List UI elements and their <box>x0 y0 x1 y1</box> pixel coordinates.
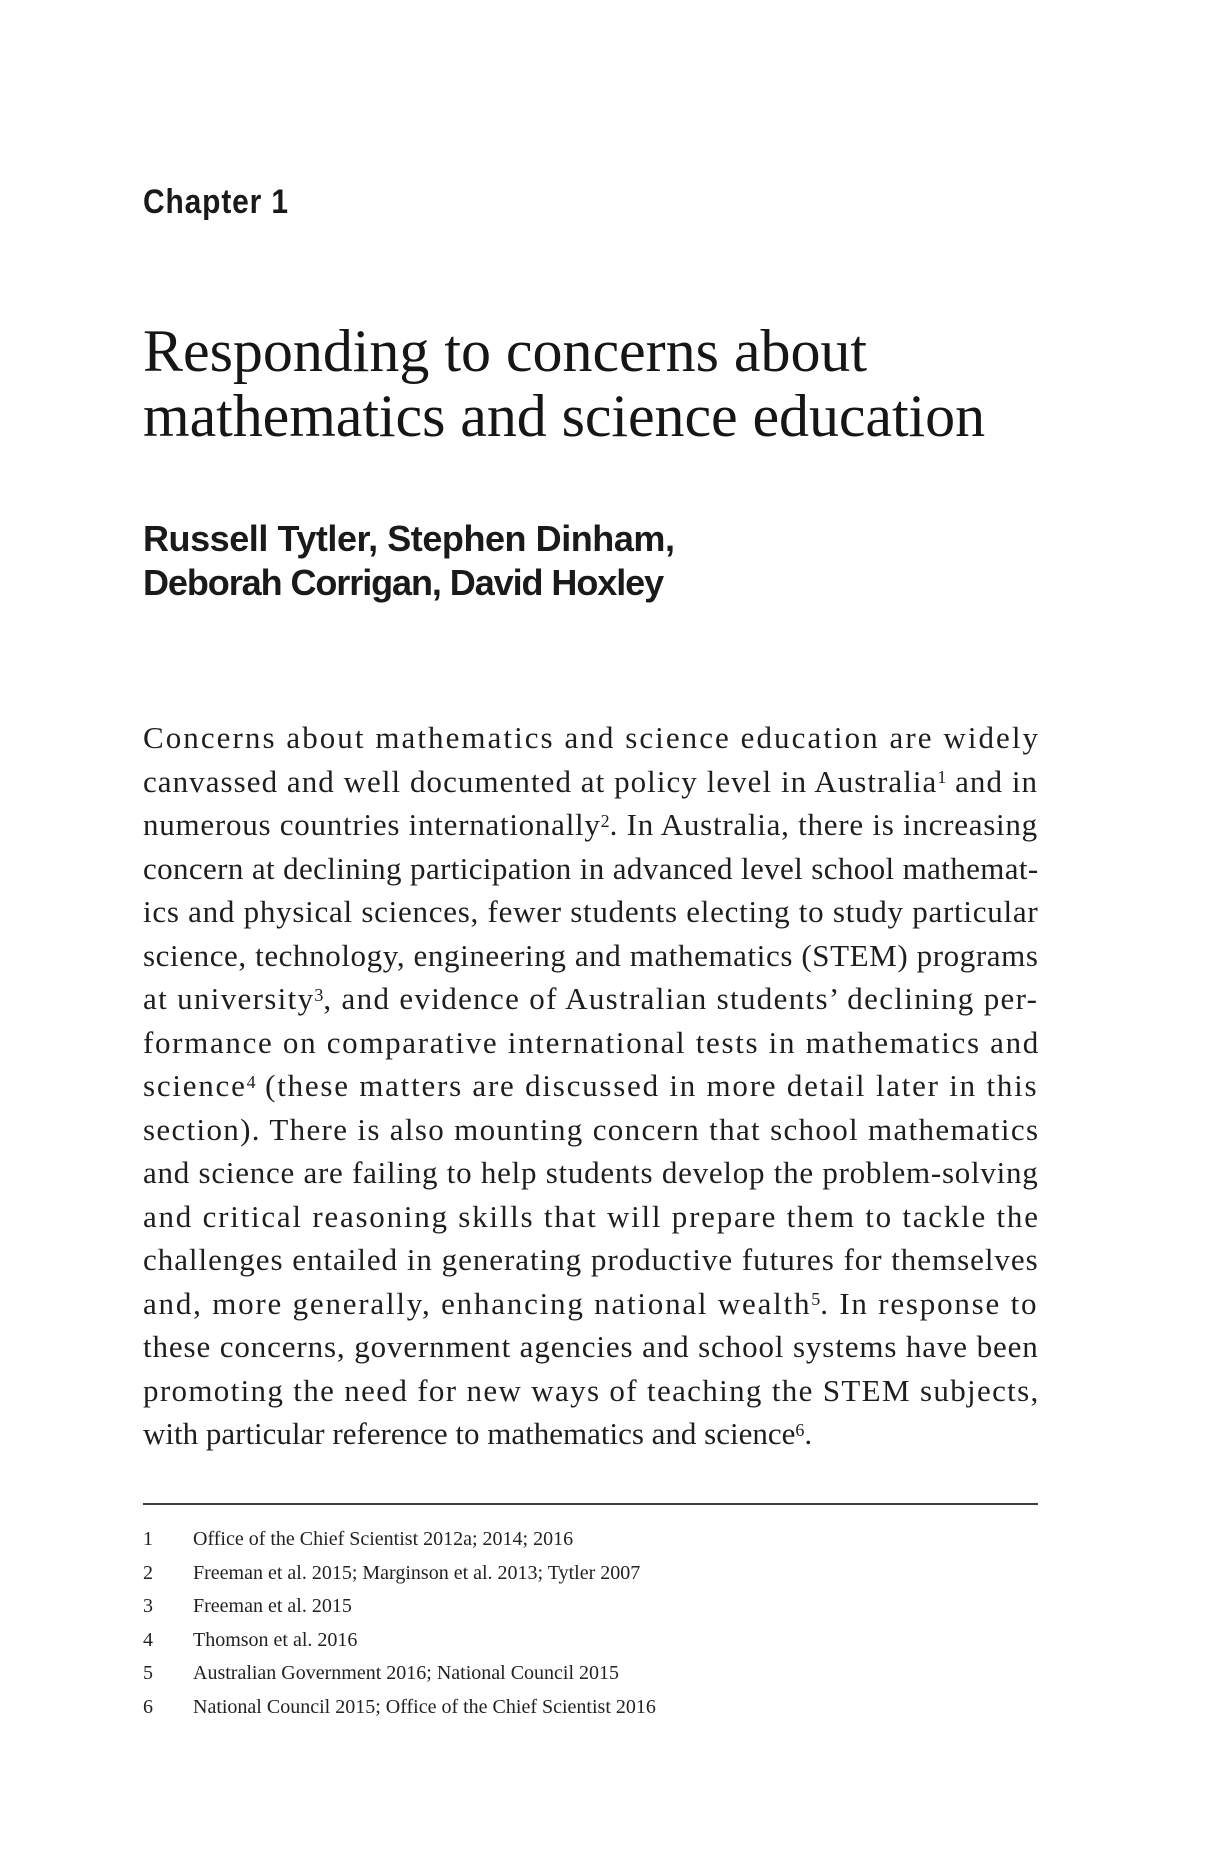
body-line <box>143 1238 1038 1282</box>
body-line-text: with particular reference to mathematics and science$^6$. <box>143 1416 813 1451</box>
footnote-number: 6 <box>143 1695 153 1718</box>
footnote-item <box>143 1657 1038 1691</box>
body-line <box>143 1412 1038 1456</box>
body-line <box>143 803 1038 847</box>
chapter-title-line-2 <box>143 384 985 449</box>
footnote-ref: 1 <box>937 767 947 788</box>
footnote-item <box>143 1691 1038 1725</box>
body-line-text: at university$^3$, and evidence of Australian students’ declining per- <box>143 981 1039 1016</box>
body-line <box>143 847 1038 891</box>
footnote-item <box>143 1590 1038 1624</box>
body-line <box>143 760 1038 804</box>
body-line-text: Concerns about mathematics and science education are widely <box>143 720 1041 755</box>
body-line-text: and, more generally, enhancing national wealth$^5$. In response to <box>143 1285 1039 1321</box>
footnote-text: National Council 2015; Office of the Chief Scientist 2016 <box>193 1695 656 1718</box>
footnotes <box>143 1523 1038 1724</box>
body-line-text: these concerns, government agencies and school systems have been <box>143 1329 1039 1364</box>
footnote-text: Thomson et al. 2016 <box>193 1628 358 1651</box>
chapter-title-text-1: Responding to concerns about <box>143 318 868 384</box>
body-line-text: challenges entailed in generating productive futures for themselves <box>143 1242 1039 1277</box>
body-line <box>143 1369 1038 1413</box>
authors-text-2: Deborah Corrigan, David Hoxley <box>143 562 664 603</box>
chapter-title <box>143 319 985 449</box>
body-line-text: promoting the need for new ways of teaching the STEM subjects, <box>143 1372 1040 1408</box>
footnote-text: Freeman et al. 2015; Marginson et al. 2013; Tytler 2007 <box>193 1561 641 1584</box>
footnote-number: 1 <box>143 1528 153 1550</box>
authors-line-2 <box>143 561 675 605</box>
footnote-item <box>143 1624 1038 1658</box>
body-line <box>143 1021 1038 1065</box>
footnote-ref: 2 <box>600 810 610 831</box>
body-line-text: science$^4$ (these matters are discussed in more detail later in this <box>143 1068 1039 1103</box>
body-line <box>143 1108 1038 1152</box>
body-line <box>143 1195 1038 1239</box>
footnote-text: Freeman et al. 2015 <box>193 1595 352 1617</box>
body-line-text: science, technology, engineering and mathematics (STEM) programs <box>143 937 1039 973</box>
body-line-text: concern at declining participation in advanced level school mathemat- <box>143 850 1039 886</box>
footnote-number: 2 <box>143 1561 153 1584</box>
authors <box>143 517 675 605</box>
footnote-ref: 4 <box>246 1071 256 1092</box>
footnote-ref: 3 <box>314 984 324 1005</box>
footnote-number: 5 <box>143 1662 153 1684</box>
chapter-label: Chapter 1 <box>143 183 289 221</box>
body-line <box>143 716 1041 760</box>
footnote-item <box>143 1557 1038 1591</box>
body-line-text: canvassed and well documented at policy level in Australia$^1$ and in <box>143 763 1039 799</box>
body-line <box>143 1325 1038 1369</box>
body-line <box>143 890 1038 934</box>
footnote-number: 3 <box>143 1595 153 1617</box>
body-line <box>143 934 1038 978</box>
body-line <box>143 1064 1038 1108</box>
body-line-text: ics and physical sciences, fewer students electing to study particular <box>143 894 1039 929</box>
authors-line-1 <box>143 517 675 561</box>
body-line-text: formance on comparative international tests in mathematics and <box>143 1024 1040 1060</box>
body-line <box>143 977 1038 1021</box>
body-line-text: and science are failing to help students develop the problem-solving <box>143 1155 1039 1190</box>
authors-text-1: Russell Tytler, Stephen Dinham, <box>143 518 675 559</box>
chapter-title-line-1 <box>143 319 985 384</box>
footnote-number: 4 <box>143 1628 153 1651</box>
body-paragraph <box>143 716 1041 1456</box>
footnote-divider <box>143 1503 1038 1505</box>
footnote-ref: 5 <box>811 1289 821 1310</box>
body-line <box>143 1282 1038 1326</box>
body-line <box>143 1151 1038 1195</box>
chapter-title-text-2: mathematics and science education <box>143 383 985 449</box>
footnote-text: Australian Government 2016; National Council 2015 <box>193 1662 620 1684</box>
footnote-text: Office of the Chief Scientist 2012a; 2014; 2016 <box>193 1528 574 1550</box>
body-line-text: section). There is also mounting concern that school mathematics <box>143 1111 1040 1147</box>
footnote-ref: 6 <box>795 1419 805 1440</box>
footnote-item <box>143 1523 1038 1557</box>
body-line-text: and critical reasoning skills that will prepare them to tackle the <box>143 1198 1040 1234</box>
body-line-text: numerous countries internationally$^2$. In Australia, there is increasing <box>143 807 1038 842</box>
